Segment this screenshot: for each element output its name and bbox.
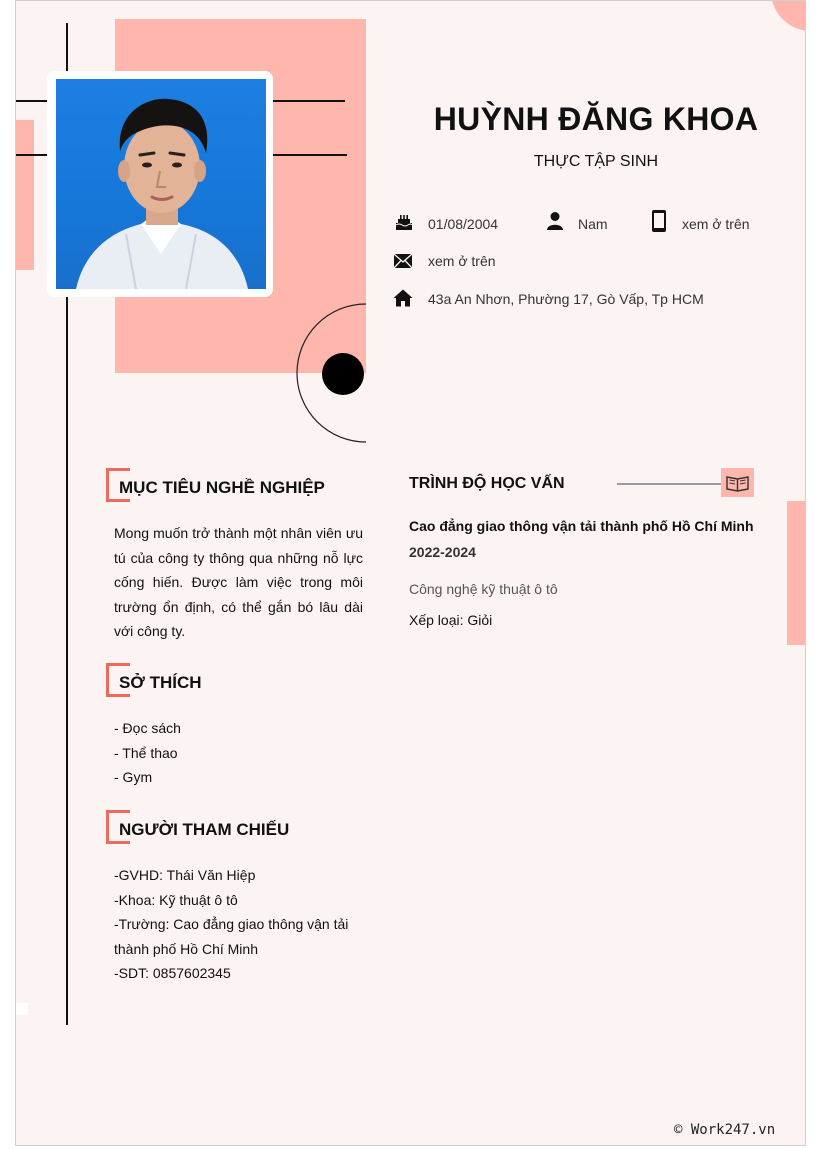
list-item: - Đọc sách bbox=[114, 720, 181, 736]
section-title-objective: MỤC TIÊU NGHỀ NGHIỆP bbox=[119, 478, 325, 497]
section-title-references: NGƯỜI THAM CHIẾU bbox=[119, 820, 290, 839]
decor-white-square bbox=[16, 1003, 28, 1015]
book-icon bbox=[721, 468, 754, 497]
address-value: 43a An Nhơn, Phường 17, Gò Vấp, Tp HCM bbox=[428, 291, 704, 307]
list-item: -GVHD: Thái Văn Hiệp bbox=[114, 867, 256, 883]
avatar-portrait-icon bbox=[56, 79, 266, 289]
birthday-value: 01/08/2004 bbox=[428, 216, 499, 232]
list-item: -SDT: 0857602345 bbox=[114, 965, 231, 981]
phone-value: xem ở trên bbox=[682, 216, 750, 232]
decor-pink-circle-corner bbox=[771, 0, 806, 31]
decor-pink-block-right bbox=[787, 501, 805, 645]
cv-page bbox=[15, 0, 806, 1146]
list-item: - Thể thao bbox=[114, 744, 178, 761]
objective-text: Mong muốn trở thành một nhân viên ưu tú của công ty thông qua những nỗ lực cống hiến. Được làm việc trong môi trường ổn định, có thể gắn bó lâu dài với công ty. bbox=[114, 525, 363, 639]
education-grade: Xếp loại: Giỏi bbox=[409, 612, 493, 628]
gender-value: Nam bbox=[578, 216, 608, 232]
cake-icon bbox=[394, 212, 414, 232]
section-title-education: TRÌNH ĐỘ HỌC VẤN bbox=[409, 475, 565, 492]
education-period: 2022-2024 bbox=[409, 544, 476, 560]
education-school: Cao đẳng giao thông vận tải thành phố Hồ Chí Minh bbox=[409, 518, 754, 534]
candidate-name: HUỲNH ĐĂNG KHOA bbox=[433, 101, 759, 137]
list-item: - Gym bbox=[114, 769, 153, 785]
home-icon bbox=[393, 288, 413, 308]
list-item: -Trường: Cao đẳng giao thông vận tải thành phố Hồ Chí Minh bbox=[114, 916, 349, 957]
decor-hline-1b bbox=[273, 100, 345, 102]
education-major: Công nghệ kỹ thuật ô tô bbox=[409, 581, 558, 597]
education-icon-box bbox=[721, 468, 754, 497]
avatar bbox=[56, 79, 266, 289]
decor-hline-1a bbox=[16, 100, 48, 102]
footer-copyright: © Work247.vn bbox=[674, 1122, 776, 1138]
section-title-hobbies: SỞ THÍCH bbox=[119, 673, 202, 692]
decor-circle-outline bbox=[296, 303, 366, 443]
email-value: xem ở trên bbox=[428, 253, 496, 269]
decor-pink-block-left bbox=[16, 120, 34, 270]
avatar-frame bbox=[47, 71, 273, 297]
list-item: -Khoa: Kỹ thuật ô tô bbox=[114, 891, 238, 908]
candidate-role: THỰC TẬP SINH bbox=[533, 153, 659, 170]
decor-hline-2a bbox=[16, 154, 48, 156]
person-icon bbox=[545, 211, 565, 231]
hobbies-list bbox=[114, 716, 363, 790]
education-divider bbox=[617, 483, 721, 485]
envelope-icon bbox=[393, 251, 413, 271]
references-list bbox=[114, 863, 354, 986]
phone-icon bbox=[649, 209, 669, 233]
decor-hline-2b bbox=[273, 154, 347, 156]
